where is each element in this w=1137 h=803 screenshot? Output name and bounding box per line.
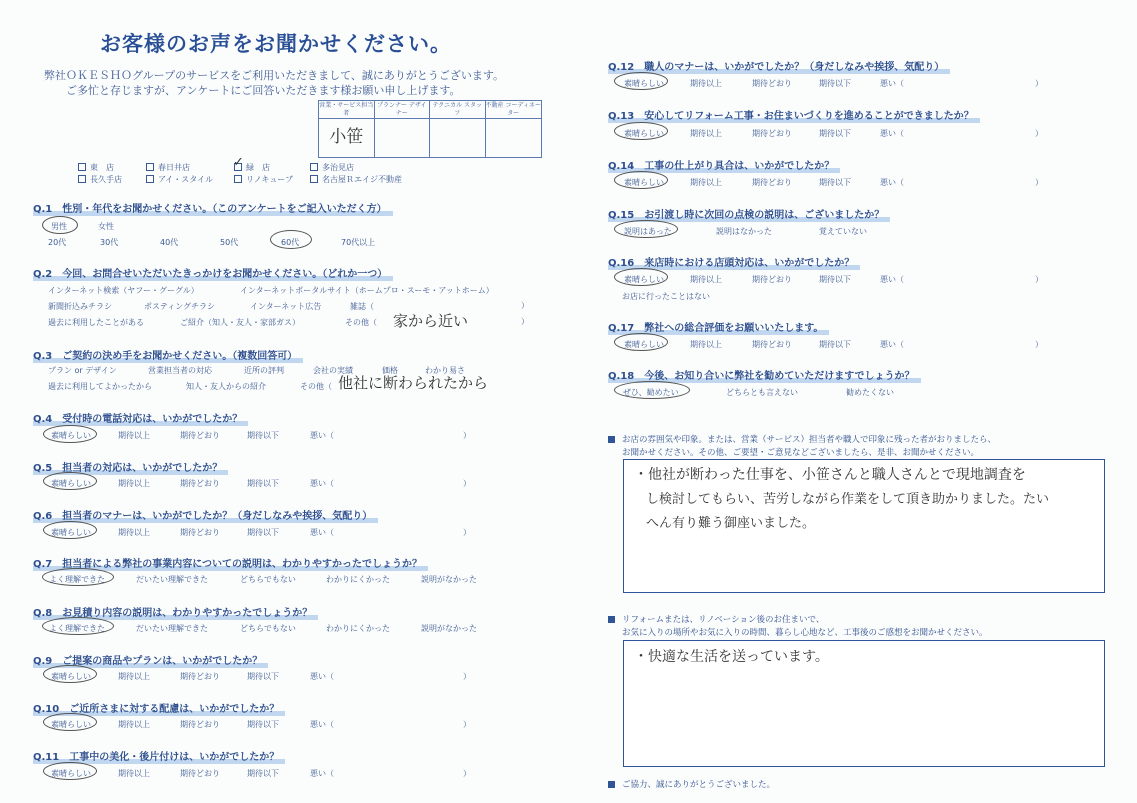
staff-header-realestate: 不動産 コーディネーター: [485, 102, 541, 117]
q16-opt-never-visited[interactable]: お店に行ったことはない: [622, 292, 710, 301]
close-paren: ）: [1035, 178, 1043, 187]
q12-opt-as-expected[interactable]: 期待どおり: [752, 79, 792, 88]
store-kasugai[interactable]: 春日井店: [146, 162, 190, 173]
q4-label: Q.4 受付時の電話対応は、いかがでしたか？: [33, 410, 242, 425]
q7-opt-mostly[interactable]: だいたい理解できた: [136, 575, 208, 584]
comment1-box[interactable]: [623, 459, 1105, 593]
q13-opt-bad[interactable]: 悪い（: [880, 129, 904, 138]
comment1-answer-line-2: し検討してもらい、苦労しながら作業をして頂き助かりました。たい: [646, 492, 1050, 507]
q15-label: Q.15 お引渡し時に次回の点検の説明は、ございましたか？: [608, 206, 884, 221]
store-nagoya-rage[interactable]: 名古屋Ｒエイジ不動産: [310, 174, 402, 185]
q9-opt-above[interactable]: 期待以上: [118, 672, 150, 681]
q17-opt-as-expected[interactable]: 期待どおり: [752, 340, 792, 349]
q10-opt-above[interactable]: 期待以上: [118, 720, 150, 729]
answer-circle: [43, 521, 97, 539]
q18-label: Q.18 今後、お知り合いに弊社を勧めていただけますでしょうか？: [608, 367, 915, 382]
q1-age-60[interactable]: 60代: [281, 238, 300, 247]
q7-opt-understood[interactable]: よく理解できた: [49, 575, 105, 584]
answer-circle: [614, 268, 668, 286]
checkbox-icon: [234, 175, 242, 183]
q16-opt-above[interactable]: 期待以上: [690, 275, 722, 284]
answer-circle: [614, 122, 668, 140]
q2-portal-site[interactable]: インターネットポータルサイト（ホームプロ・スーモ・アットホーム）: [240, 286, 494, 295]
close-paren: ）: [463, 431, 471, 440]
q2-other[interactable]: その他（: [345, 318, 377, 327]
q10-opt-as-expected[interactable]: 期待どおり: [180, 720, 220, 729]
q16-opt-bad[interactable]: 悪い（: [880, 275, 904, 284]
close-paren: ）: [521, 301, 529, 310]
staff-value-realestate[interactable]: [486, 119, 542, 157]
close-paren: ）: [463, 672, 471, 681]
close-paren: ）: [463, 769, 471, 778]
q9-opt-as-expected[interactable]: 期待どおり: [180, 672, 220, 681]
q18-opt-neutral[interactable]: どちらとも言えない: [726, 388, 798, 397]
store-renocube[interactable]: リノキューブ: [234, 174, 293, 185]
store-nagakute[interactable]: 長久手店: [78, 174, 122, 185]
q3-price[interactable]: 価格: [382, 366, 398, 375]
q1-age-70[interactable]: 70代以上: [341, 238, 376, 247]
q3-other[interactable]: その他（: [300, 382, 332, 391]
q16-opt-excellent[interactable]: 素晴らしい: [624, 275, 664, 284]
q12-opt-above[interactable]: 期待以上: [690, 79, 722, 88]
q11-opt-below[interactable]: 期待以下: [247, 769, 279, 778]
q11-opt-above[interactable]: 期待以上: [118, 769, 150, 778]
answer-circle: [614, 72, 668, 90]
q9-opt-bad[interactable]: 悪い（: [310, 672, 334, 681]
staff-value-planner[interactable]: [375, 119, 431, 157]
q2-referral[interactable]: ご紹介（知人・友人・家部ガス）: [180, 318, 300, 327]
q2-newspaper[interactable]: 新聞折込みチラシ: [48, 302, 112, 311]
close-paren: ）: [463, 528, 471, 537]
q6-opt-excellent[interactable]: 素晴らしい: [51, 528, 91, 537]
staff-value-sales[interactable]: 小笹: [319, 119, 375, 157]
intro-line-2: ご多忙と存じますが、アンケートにご回答いただきます様お願い申し上げます。: [66, 84, 461, 97]
checkbox-icon: [146, 163, 154, 171]
q11-label: Q.11 工事中の美化・後片付けは、いかがでしたか？: [33, 748, 279, 763]
comment1-answer-line-3: へん有り難う御座いました。: [646, 516, 816, 531]
q11-opt-as-expected[interactable]: 期待どおり: [180, 769, 220, 778]
q16-opt-below[interactable]: 期待以下: [819, 275, 851, 284]
q2-past-use[interactable]: 過去に利用したことがある: [48, 318, 144, 327]
q3-neighbor-reputation[interactable]: 近所の評判: [244, 366, 284, 375]
q5-opt-as-expected[interactable]: 期待どおり: [180, 479, 220, 488]
answer-circle: [270, 230, 312, 249]
thanks-line: ご協力、誠にありがとうございました。: [608, 778, 775, 790]
close-paren: ）: [1035, 79, 1043, 88]
q11-opt-excellent[interactable]: 素晴らしい: [51, 769, 91, 778]
close-paren: ）: [1035, 340, 1043, 349]
q17-label: Q.17 弊社への総合評価をお願いいたします。: [608, 319, 823, 334]
q2-other-answer[interactable]: 家から近い: [393, 312, 469, 330]
answer-circle: [614, 220, 678, 238]
q15-opt-explained[interactable]: 説明はあった: [624, 227, 672, 236]
close-paren: ）: [463, 720, 471, 729]
q5-opt-above[interactable]: 期待以上: [118, 479, 150, 488]
q2-posting[interactable]: ポスティングチラシ: [144, 302, 216, 311]
q5-opt-bad[interactable]: 悪い（: [310, 479, 334, 488]
close-paren: ）: [521, 317, 529, 326]
store-midori[interactable]: 緑 店: [234, 162, 270, 173]
staff-table: [318, 100, 542, 158]
q5-opt-excellent[interactable]: 素晴らしい: [51, 479, 91, 488]
q13-opt-below[interactable]: 期待以下: [819, 129, 851, 138]
q6-opt-as-expected[interactable]: 期待どおり: [180, 528, 220, 537]
q1-male[interactable]: 男性: [51, 222, 67, 231]
q1-female[interactable]: 女性: [98, 222, 114, 231]
comment2-prompt-line-2: お気に入りの場所やお気に入りの時間、暮らし心地など、工事後のご感想をお聞かせください。: [622, 628, 988, 638]
q8-label: Q.8 お見積り内容の説明は、わかりやすかったでしょうか？: [33, 604, 312, 619]
q16-opt-as-expected[interactable]: 期待どおり: [752, 275, 792, 284]
comment1-prompt-line-2: お聞かせください。その他、ご要望・ご意見などございましたら、是非、お聞かせください。: [622, 448, 980, 458]
q4-opt-bad[interactable]: 悪い（: [310, 431, 334, 440]
comment2-answer-line-1: ・快適な生活を送っています。: [634, 649, 829, 665]
q4-opt-excellent[interactable]: 素晴らしい: [51, 431, 91, 440]
q1-label: Q.1 性別・年代をお聞かせください。（このアンケートをご記入いただく方）: [33, 200, 387, 215]
checkbox-icon: [310, 163, 318, 171]
q14-opt-excellent[interactable]: 素晴らしい: [624, 178, 664, 187]
q2-internet-search[interactable]: インターネット検索（ヤフー・グーグル）: [48, 286, 199, 295]
q8-opt-none[interactable]: 説明がなかった: [421, 624, 477, 633]
comment2-box[interactable]: [623, 640, 1105, 767]
answer-circle: [42, 216, 78, 234]
q17-opt-below[interactable]: 期待以下: [819, 340, 851, 349]
q3-past-use[interactable]: 過去に利用してよかったから: [48, 382, 152, 391]
q4-opt-above[interactable]: 期待以上: [118, 431, 150, 440]
answer-circle: [614, 381, 690, 399]
q3-label: Q.3 ご契約の決め手をお聞かせください。（複数回答可）: [33, 347, 297, 362]
q12-opt-excellent[interactable]: 素晴らしい: [624, 79, 664, 88]
staff-header-planner: プランナー デザイナー: [375, 101, 431, 119]
q2-internet-ad[interactable]: インターネット広告: [250, 302, 322, 311]
answer-circle: [43, 713, 97, 731]
q4-opt-below[interactable]: 期待以下: [247, 431, 279, 440]
q7-opt-neither[interactable]: どちらでもない: [240, 575, 296, 584]
q13-opt-above[interactable]: 期待以上: [690, 129, 722, 138]
q8-opt-unclear[interactable]: わかりにくかった: [326, 624, 390, 633]
checkbox-icon: [78, 175, 86, 183]
q10-label: Q.10 ご近所さまに対する配慮は、いかがでしたか？: [33, 700, 279, 715]
q15-opt-dont-remember[interactable]: 覚えていない: [819, 227, 867, 236]
staff-header-technical: テクニカル スタッフ: [430, 101, 486, 119]
q18-opt-not-recommend[interactable]: 勧めたくない: [846, 388, 894, 397]
q9-opt-excellent[interactable]: 素晴らしい: [51, 672, 91, 681]
q1-age-30[interactable]: 30代: [100, 238, 119, 247]
answer-circle: [614, 333, 668, 351]
q1-age-50[interactable]: 50代: [220, 238, 239, 247]
staff-header-sales: 営業・サービス担当者: [319, 102, 374, 117]
comment1-answer-line-1: ・他社が断わった仕事を、小笹さんと職人さんとで現地調査を: [634, 467, 1026, 483]
q14-label: Q.14 工事の仕上がり具合は、いかがでしたか？: [608, 157, 834, 172]
answer-circle: [43, 472, 97, 490]
q12-opt-below[interactable]: 期待以下: [819, 79, 851, 88]
checkmark-icon: ✓: [233, 155, 244, 170]
q17-opt-excellent[interactable]: 素晴らしい: [624, 340, 664, 349]
square-bullet-icon: [608, 616, 615, 623]
q3-other-answer[interactable]: 他社に断わられたから: [338, 374, 489, 392]
q3-plan-design[interactable]: プラン or デザイン: [48, 366, 117, 375]
checkbox-icon: [78, 163, 86, 171]
staff-value-technical[interactable]: [430, 119, 486, 157]
q2-magazine[interactable]: 雑誌（: [350, 302, 374, 311]
q2-label: Q.2 今回、お問合せいただいたきっかけをお聞かせください。（どれか一つ）: [33, 265, 387, 280]
square-bullet-icon: [608, 781, 615, 788]
q14-opt-bad[interactable]: 悪い（: [880, 178, 904, 187]
close-paren: ）: [1035, 129, 1043, 138]
comment1-prompt-line-1: お店の雰囲気や印象。または、営業（サービス）担当者や職人で印象に残った者がおりましたら、: [608, 433, 996, 445]
checkbox-icon: [310, 175, 318, 183]
q15-opt-not-explained[interactable]: 説明はなかった: [716, 227, 772, 236]
q12-opt-bad[interactable]: 悪い（: [880, 79, 904, 88]
q13-label: Q.13 安心してリフォーム工事・お住まいづくりを進めることができましたか？: [608, 107, 974, 122]
q17-opt-bad[interactable]: 悪い（: [880, 340, 904, 349]
q6-label: Q.6 担当者のマナーは、いかがでしたか？（身だしなみや挨拶、気配り）: [33, 507, 372, 522]
square-bullet-icon: [608, 436, 615, 443]
q7-opt-none[interactable]: 説明がなかった: [421, 575, 477, 584]
answer-circle: [43, 762, 97, 780]
q3-sales-staff[interactable]: 営業担当者の対応: [148, 366, 212, 375]
intro-line-1: 弊社ＯＫＥＳＨＯグループのサービスをご利用いただきまして、誠にありがとうございます。: [44, 69, 505, 82]
q13-opt-as-expected[interactable]: 期待どおり: [752, 129, 792, 138]
q3-referral[interactable]: 知人・友人からの紹介: [186, 382, 266, 391]
q7-label: Q.7 担当者による弊社の事業内容についての説明は、わかりやすかったでしょうか？: [33, 555, 422, 570]
q6-opt-below[interactable]: 期待以下: [247, 528, 279, 537]
answer-circle: [43, 665, 97, 683]
store-tajimi[interactable]: 多治見店: [310, 162, 354, 173]
q8-opt-understood[interactable]: よく理解できた: [49, 624, 105, 633]
checkbox-icon: [146, 175, 154, 183]
q3-track-record[interactable]: 会社の実績: [313, 366, 353, 375]
close-paren: ）: [1035, 275, 1043, 284]
q1-age-40[interactable]: 40代: [160, 238, 179, 247]
q8-opt-mostly[interactable]: だいたい理解できた: [136, 624, 208, 633]
q5-opt-below[interactable]: 期待以下: [247, 479, 279, 488]
answer-circle: [43, 425, 97, 443]
answer-circle: [42, 568, 114, 586]
q14-opt-below[interactable]: 期待以下: [819, 178, 851, 187]
q17-opt-above[interactable]: 期待以上: [690, 340, 722, 349]
q12-label: Q.12 職人のマナーは、いかがでしたか？（身だしなみや挨拶、気配り）: [608, 58, 944, 73]
q6-opt-bad[interactable]: 悪い（: [310, 528, 334, 537]
answer-circle: [42, 617, 114, 635]
close-paren: ）: [463, 479, 471, 488]
q14-opt-as-expected[interactable]: 期待どおり: [752, 178, 792, 187]
q11-opt-bad[interactable]: 悪い（: [310, 769, 334, 778]
q14-opt-above[interactable]: 期待以上: [690, 178, 722, 187]
q1-age-20[interactable]: 20代: [48, 238, 67, 247]
q9-opt-below[interactable]: 期待以下: [247, 672, 279, 681]
store-higashi[interactable]: 東 店: [78, 162, 114, 173]
q8-opt-neither[interactable]: どちらでもない: [240, 624, 296, 633]
comment2-prompt-line-1: リフォームまたは、リノベーション後のお住まいで、: [608, 613, 824, 625]
q10-opt-bad[interactable]: 悪い（: [310, 720, 334, 729]
q5-label: Q.5 担当者の対応は、いかがでしたか？: [33, 459, 222, 474]
q13-opt-excellent[interactable]: 素晴らしい: [624, 129, 664, 138]
q9-label: Q.9 ご提案の商品やプランは、いかがでしたか？: [33, 652, 262, 667]
q16-label: Q.16 来店時における店頭対応は、いかがでしたか？: [608, 254, 854, 269]
q6-opt-above[interactable]: 期待以上: [118, 528, 150, 537]
answer-circle: [614, 171, 668, 189]
q3-clarity[interactable]: わかり易さ: [425, 366, 465, 375]
q10-opt-below[interactable]: 期待以下: [247, 720, 279, 729]
store-istyle[interactable]: アイ・スタイル: [146, 174, 213, 185]
page-title: お客様のお声をお聞かせください。: [100, 32, 452, 56]
q7-opt-unclear[interactable]: わかりにくかった: [326, 575, 390, 584]
q18-opt-recommend[interactable]: ぜひ、勧めたい: [623, 388, 679, 397]
q10-opt-excellent[interactable]: 素晴らしい: [51, 720, 91, 729]
q4-opt-as-expected[interactable]: 期待どおり: [180, 431, 220, 440]
